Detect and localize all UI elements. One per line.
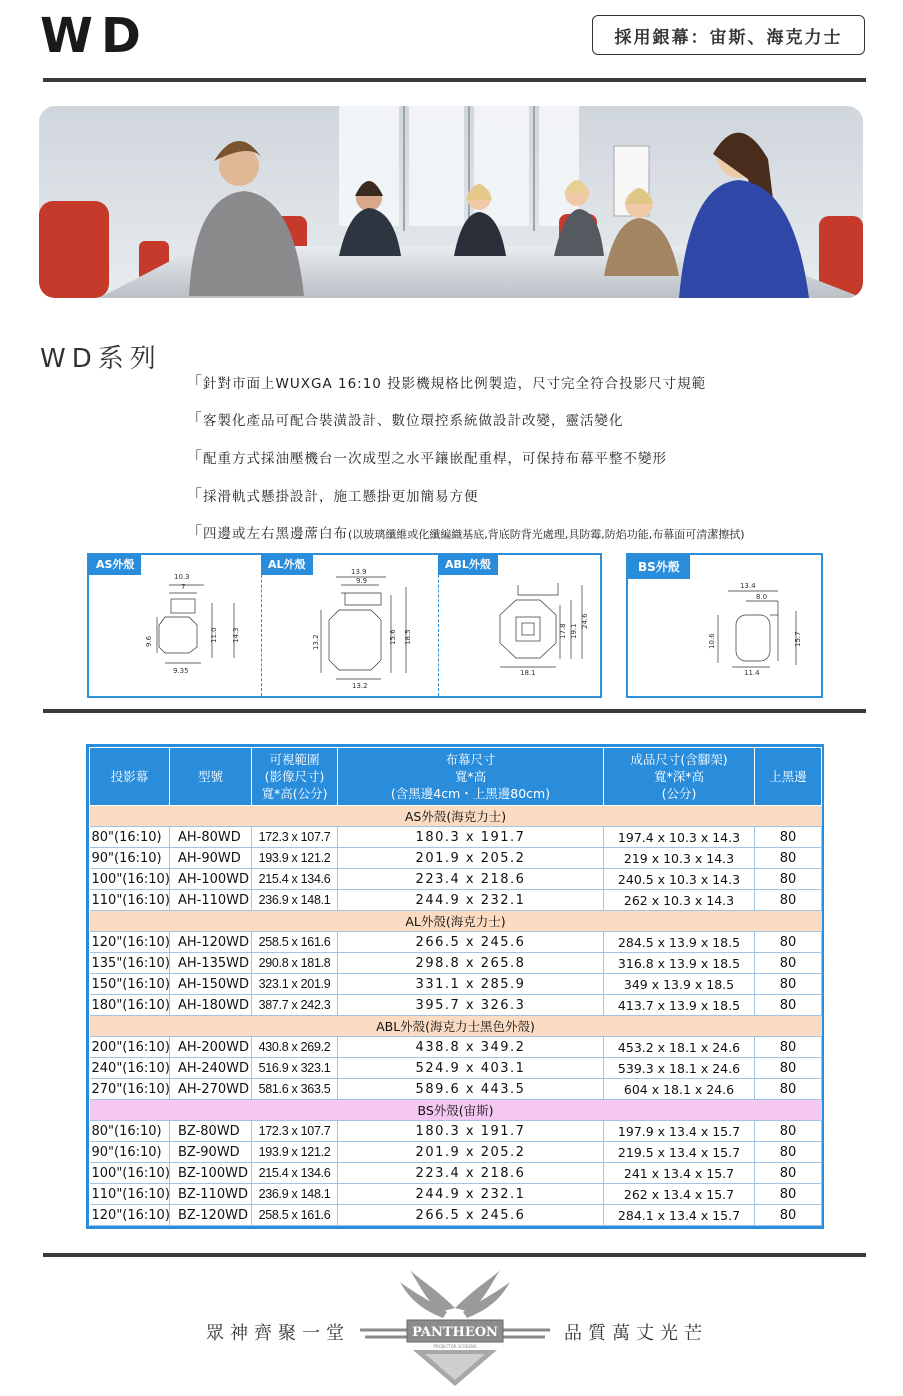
cell-fabric: 266.5 x 245.6 bbox=[338, 1205, 604, 1226]
table-row bbox=[90, 1121, 822, 1142]
table-row bbox=[90, 1142, 822, 1163]
cell-view: 290.8 x 181.8 bbox=[252, 953, 338, 974]
cell-top-border: 80 bbox=[755, 1142, 822, 1163]
cell-top-border: 80 bbox=[755, 1079, 822, 1100]
housing-al-drawing bbox=[261, 555, 438, 696]
cell-product: 262 x 10.3 x 14.3 bbox=[604, 890, 755, 911]
cell-size: 120"(16:10) bbox=[90, 932, 170, 953]
col-header-projection: 投影幕 bbox=[90, 748, 170, 806]
section-divider bbox=[43, 709, 866, 713]
feature-2 bbox=[186, 407, 624, 430]
feature-text: 配重方式採油壓機台一次成型之水平鑲嵌配重桿，可保持布幕平整不變形 bbox=[203, 451, 668, 467]
feature-bracket: 「 bbox=[186, 448, 204, 467]
cell-view: 387.7 x 242.3 bbox=[252, 995, 338, 1016]
col-header-product bbox=[604, 748, 755, 806]
al-dim-base: 13.2 bbox=[352, 682, 368, 690]
cell-top-border: 80 bbox=[755, 1163, 822, 1184]
col-header-view-l2: (影像尺寸) bbox=[264, 769, 325, 784]
table-row bbox=[90, 1079, 822, 1100]
cell-model: BZ-80WD bbox=[170, 1121, 252, 1142]
housing-as-drawing bbox=[89, 555, 261, 696]
group-label: AL外殼(海克力士) bbox=[90, 911, 822, 932]
feature-bracket: 「 bbox=[186, 373, 204, 392]
cell-product: 219 x 10.3 x 14.3 bbox=[604, 848, 755, 869]
cell-top-border: 80 bbox=[755, 974, 822, 995]
cell-view: 215.4 x 134.6 bbox=[252, 869, 338, 890]
cell-fabric: 298.8 x 265.8 bbox=[338, 953, 604, 974]
cell-view: 236.9 x 148.1 bbox=[252, 890, 338, 911]
cell-top-border: 80 bbox=[755, 1205, 822, 1226]
cell-product: 284.5 x 13.9 x 18.5 bbox=[604, 932, 755, 953]
cell-product: 197.4 x 10.3 x 14.3 bbox=[604, 827, 755, 848]
spec-table bbox=[86, 744, 824, 1229]
cell-model: AH-180WD bbox=[170, 995, 252, 1016]
col-header-view bbox=[252, 748, 338, 806]
cell-top-border: 80 bbox=[755, 953, 822, 974]
cell-fabric: 223.4 x 218.6 bbox=[338, 869, 604, 890]
table-row bbox=[90, 1205, 822, 1226]
cell-product: 241 x 13.4 x 15.7 bbox=[604, 1163, 755, 1184]
cell-model: AH-90WD bbox=[170, 848, 252, 869]
group-label: AS外殼(海克力士) bbox=[90, 806, 822, 827]
feature-4 bbox=[186, 483, 479, 506]
cell-fabric: 331.1 x 285.9 bbox=[338, 974, 604, 995]
cell-size: 120"(16:10) bbox=[90, 1205, 170, 1226]
table-row bbox=[90, 995, 822, 1016]
cell-fabric: 266.5 x 245.6 bbox=[338, 932, 604, 953]
cell-view: 193.9 x 121.2 bbox=[252, 1142, 338, 1163]
feature-text: 針對市面上WUXGA 16:10 投影機規格比例製造，尺寸完全符合投影尺寸規範 bbox=[203, 376, 707, 392]
screen-badge: 採用銀幕：宙斯、海克力士 bbox=[592, 15, 865, 55]
cell-size: 90"(16:10) bbox=[90, 1142, 170, 1163]
table-row bbox=[90, 1163, 822, 1184]
cell-model: AH-110WD bbox=[170, 890, 252, 911]
table-row bbox=[90, 1184, 822, 1205]
page-title: WD bbox=[40, 8, 149, 64]
cell-size: 200"(16:10) bbox=[90, 1037, 170, 1058]
cell-top-border: 80 bbox=[755, 848, 822, 869]
cell-size: 80"(16:10) bbox=[90, 827, 170, 848]
table-row bbox=[90, 890, 822, 911]
cell-product: 316.8 x 13.9 x 18.5 bbox=[604, 953, 755, 974]
as-dim-base: 9.35 bbox=[173, 667, 189, 675]
col-header-product-l1: 成品尺寸(含腳架) bbox=[630, 752, 728, 767]
cell-product: 219.5 x 13.4 x 15.7 bbox=[604, 1142, 755, 1163]
feature-1 bbox=[186, 370, 706, 393]
cell-model: AH-120WD bbox=[170, 932, 252, 953]
cell-fabric: 438.8 x 349.2 bbox=[338, 1037, 604, 1058]
as-dim-width: 10.3 bbox=[174, 573, 190, 581]
col-header-product-l2: 寬*深*高 bbox=[653, 769, 704, 784]
cell-top-border: 80 bbox=[755, 827, 822, 848]
group-row-al bbox=[90, 911, 822, 932]
group-row-as bbox=[90, 806, 822, 827]
cell-view: 430.8 x 269.2 bbox=[252, 1037, 338, 1058]
cell-fabric: 395.7 x 326.3 bbox=[338, 995, 604, 1016]
slogan-right: 品質萬丈光芒 bbox=[564, 1323, 708, 1344]
feature-bracket: 「 bbox=[186, 523, 204, 542]
housing-panel-bs bbox=[626, 553, 823, 698]
slogan-left: 眾神齊聚一堂 bbox=[206, 1323, 350, 1344]
cell-view: 581.6 x 363.5 bbox=[252, 1079, 338, 1100]
cell-model: BZ-90WD bbox=[170, 1142, 252, 1163]
cell-top-border: 80 bbox=[755, 869, 822, 890]
cell-model: BZ-100WD bbox=[170, 1163, 252, 1184]
cell-model: AH-200WD bbox=[170, 1037, 252, 1058]
cell-model: BZ-120WD bbox=[170, 1205, 252, 1226]
housing-abl-drawing bbox=[438, 555, 600, 696]
cell-size: 110"(16:10) bbox=[90, 890, 170, 911]
cell-fabric: 244.9 x 232.1 bbox=[338, 1184, 604, 1205]
cell-size: 100"(16:10) bbox=[90, 1163, 170, 1184]
as-dim-body: 9.6 bbox=[145, 635, 153, 647]
cell-fabric: 589.6 x 443.5 bbox=[338, 1079, 604, 1100]
cell-top-border: 80 bbox=[755, 1058, 822, 1079]
cell-model: AH-150WD bbox=[170, 974, 252, 995]
table-row bbox=[90, 848, 822, 869]
logo-text: PANTHEON bbox=[412, 1325, 498, 1340]
group-row-abl bbox=[90, 1016, 822, 1037]
cell-product: 262 x 13.4 x 15.7 bbox=[604, 1184, 755, 1205]
al-dim-total: 18.5 bbox=[404, 629, 412, 645]
col-header-fabric-l3: (含黑邊4cm・上黑邊80cm) bbox=[390, 786, 551, 801]
feature-text: 客製化產品可配合裝潢設計、數位環控系統做設計改變，靈活變化 bbox=[203, 413, 624, 429]
bs-dim-depth: 8.0 bbox=[756, 593, 768, 601]
table-row bbox=[90, 974, 822, 995]
cell-view: 323.1 x 201.9 bbox=[252, 974, 338, 995]
as-dim-depth: 7 bbox=[181, 583, 186, 591]
feature-bracket: 「 bbox=[186, 410, 204, 429]
al-dim-width: 13.9 bbox=[351, 568, 367, 576]
cell-top-border: 80 bbox=[755, 890, 822, 911]
col-header-fabric-l1: 布幕尺寸 bbox=[445, 752, 496, 767]
housing-bs-label: BS外殼 bbox=[628, 555, 690, 579]
abl-dim-body: 17.8 bbox=[559, 623, 567, 639]
cell-model: AH-80WD bbox=[170, 827, 252, 848]
feature-text: 四邊或左右黑邊蓆白布 bbox=[203, 526, 349, 542]
table-header-row bbox=[90, 748, 822, 806]
feature-bracket: 「 bbox=[186, 486, 204, 505]
col-header-top-border: 上黑邊 bbox=[755, 748, 822, 806]
cell-size: 150"(16:10) bbox=[90, 974, 170, 995]
bs-dim-width: 13.4 bbox=[740, 582, 756, 590]
cell-size: 80"(16:10) bbox=[90, 1121, 170, 1142]
abl-dim-height: 19.1 bbox=[570, 623, 578, 639]
cell-top-border: 80 bbox=[755, 1121, 822, 1142]
cell-view: 258.5 x 161.6 bbox=[252, 1205, 338, 1226]
feature-text: 採滑軌式懸掛設計，施工懸掛更加簡易方便 bbox=[203, 489, 479, 505]
cell-view: 172.3 x 107.7 bbox=[252, 1121, 338, 1142]
bs-dim-height: 15.7 bbox=[794, 631, 802, 647]
housing-al bbox=[261, 555, 438, 696]
col-header-view-l3: 寬*高(公分) bbox=[261, 786, 328, 801]
cell-product: 604 x 18.1 x 24.6 bbox=[604, 1079, 755, 1100]
feature-note: (以玻璃纖維或化纖編織基底,背底防背光處理,具防霉,防焰功能,布幕面可清潔擦拭) bbox=[348, 528, 745, 541]
col-header-product-l3: (公分) bbox=[661, 786, 697, 801]
feature-5 bbox=[186, 520, 745, 543]
cell-product: 240.5 x 10.3 x 14.3 bbox=[604, 869, 755, 890]
al-dim-body: 13.2 bbox=[312, 634, 320, 650]
cell-product: 453.2 x 18.1 x 24.6 bbox=[604, 1037, 755, 1058]
pantheon-logo bbox=[355, 1268, 555, 1390]
al-dim-depth: 9.9 bbox=[356, 577, 368, 585]
cell-view: 516.9 x 323.1 bbox=[252, 1058, 338, 1079]
housing-as-label: AS外殼 bbox=[89, 555, 141, 575]
cell-fabric: 180.3 x 191.7 bbox=[338, 827, 604, 848]
cell-fabric: 201.9 x 205.2 bbox=[338, 1142, 604, 1163]
header-divider bbox=[43, 78, 866, 82]
bs-dim-body: 10.6 bbox=[708, 633, 716, 649]
housing-al-label: AL外殼 bbox=[261, 555, 313, 575]
cell-top-border: 80 bbox=[755, 995, 822, 1016]
cell-top-border: 80 bbox=[755, 1184, 822, 1205]
cell-product: 539.3 x 18.1 x 24.6 bbox=[604, 1058, 755, 1079]
al-dim-height: 15.6 bbox=[389, 629, 397, 645]
feature-3 bbox=[186, 445, 667, 468]
banner-photo bbox=[39, 106, 863, 298]
col-header-fabric-l2: 寬*高 bbox=[454, 769, 487, 784]
wings-icon bbox=[400, 1270, 510, 1318]
cell-view: 172.3 x 107.7 bbox=[252, 827, 338, 848]
logo-sub: PROJECTOR SCREENS bbox=[433, 1344, 477, 1349]
cell-view: 236.9 x 148.1 bbox=[252, 1184, 338, 1205]
cell-product: 413.7 x 13.9 x 18.5 bbox=[604, 995, 755, 1016]
cell-product: 197.9 x 13.4 x 15.7 bbox=[604, 1121, 755, 1142]
housing-abl bbox=[438, 555, 600, 696]
cell-product: 284.1 x 13.4 x 15.7 bbox=[604, 1205, 755, 1226]
table-row bbox=[90, 932, 822, 953]
cell-model: AH-100WD bbox=[170, 869, 252, 890]
housing-panel-as-al-abl bbox=[87, 553, 602, 698]
bs-dim-base: 11.4 bbox=[744, 669, 760, 677]
cell-size: 100"(16:10) bbox=[90, 869, 170, 890]
as-dim-total: 14.3 bbox=[232, 627, 240, 643]
housing-abl-label: ABL外殼 bbox=[438, 555, 498, 575]
table-row bbox=[90, 953, 822, 974]
table-row bbox=[90, 1037, 822, 1058]
cell-size: 135"(16:10) bbox=[90, 953, 170, 974]
cell-model: AH-240WD bbox=[170, 1058, 252, 1079]
col-header-fabric bbox=[338, 748, 604, 806]
cell-model: BZ-110WD bbox=[170, 1184, 252, 1205]
group-label: BS外殼(宙斯) bbox=[90, 1100, 822, 1121]
cell-fabric: 180.3 x 191.7 bbox=[338, 1121, 604, 1142]
cell-size: 270"(16:10) bbox=[90, 1079, 170, 1100]
cell-model: AH-270WD bbox=[170, 1079, 252, 1100]
table-row bbox=[90, 827, 822, 848]
series-title: WD系列 bbox=[40, 344, 162, 374]
abl-dim-total: 24.6 bbox=[581, 613, 589, 629]
col-header-view-l1: 可視範圍 bbox=[269, 752, 320, 767]
as-dim-height: 11.0 bbox=[210, 627, 218, 643]
cell-model: AH-135WD bbox=[170, 953, 252, 974]
housing-as bbox=[89, 555, 261, 696]
cell-view: 215.4 x 134.6 bbox=[252, 1163, 338, 1184]
abl-dim-width: 18.1 bbox=[520, 669, 536, 677]
group-row-bs bbox=[90, 1100, 822, 1121]
col-header-model: 型號 bbox=[170, 748, 252, 806]
cell-top-border: 80 bbox=[755, 932, 822, 953]
cell-fabric: 524.9 x 403.1 bbox=[338, 1058, 604, 1079]
table-row bbox=[90, 869, 822, 890]
cell-size: 110"(16:10) bbox=[90, 1184, 170, 1205]
cell-size: 240"(16:10) bbox=[90, 1058, 170, 1079]
cell-fabric: 223.4 x 218.6 bbox=[338, 1163, 604, 1184]
cell-view: 193.9 x 121.2 bbox=[252, 848, 338, 869]
cell-fabric: 244.9 x 232.1 bbox=[338, 890, 604, 911]
cell-top-border: 80 bbox=[755, 1037, 822, 1058]
cell-view: 258.5 x 161.6 bbox=[252, 932, 338, 953]
footer-divider bbox=[43, 1253, 866, 1257]
table-row bbox=[90, 1058, 822, 1079]
cell-size: 90"(16:10) bbox=[90, 848, 170, 869]
cell-fabric: 201.9 x 205.2 bbox=[338, 848, 604, 869]
group-label: ABL外殼(海克力士黑色外殼) bbox=[90, 1016, 822, 1037]
cell-product: 349 x 13.9 x 18.5 bbox=[604, 974, 755, 995]
cell-size: 180"(16:10) bbox=[90, 995, 170, 1016]
